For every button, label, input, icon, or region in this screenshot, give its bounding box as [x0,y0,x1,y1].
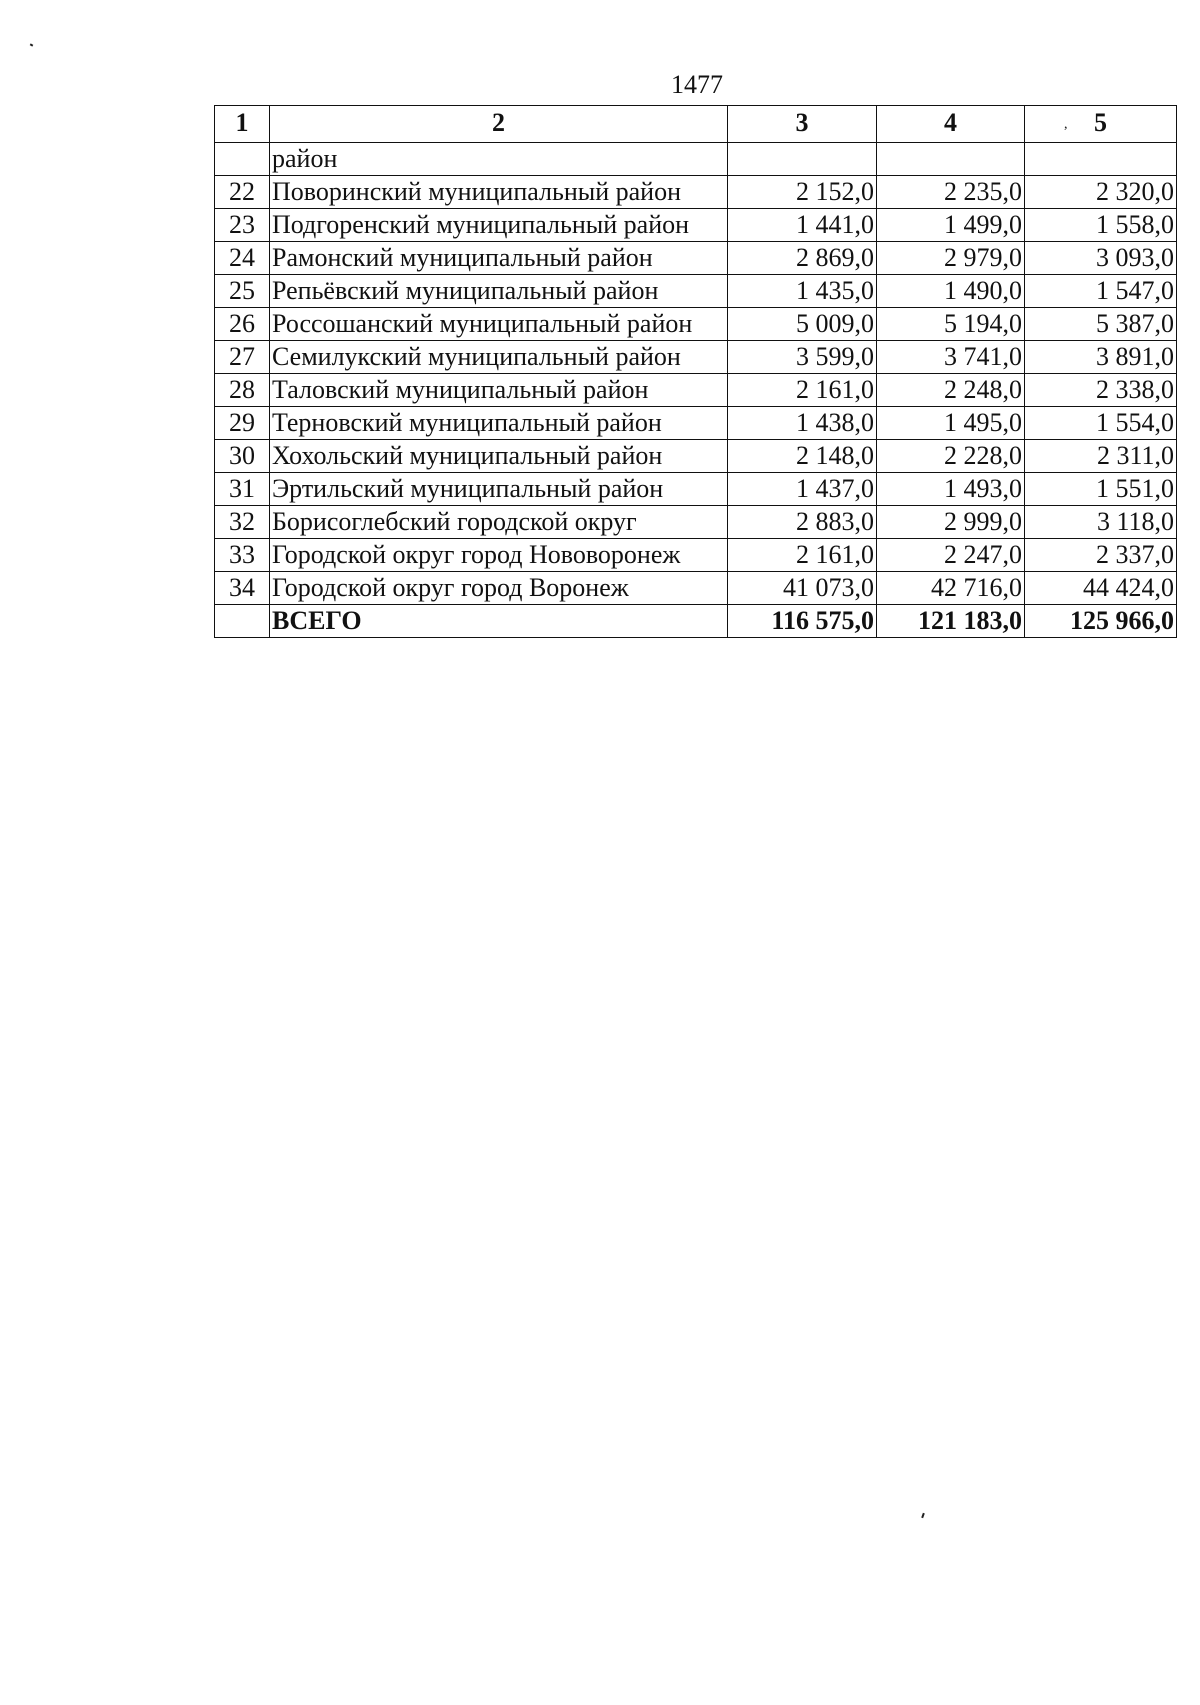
row-name: Терновский муниципальный район [270,407,728,440]
row-col-4: 1 493,0 [877,473,1025,506]
row-index: 28 [215,374,270,407]
row-index: 30 [215,440,270,473]
row-index: 23 [215,209,270,242]
row-col-3 [728,143,877,176]
table-row [215,506,1177,539]
row-col-4: 2 247,0 [877,539,1025,572]
table-row [215,473,1177,506]
header-col-2: 2 [270,106,728,143]
row-col-4: 2 999,0 [877,506,1025,539]
row-col-5: 1 547,0 [1025,275,1177,308]
row-col-3: 2 161,0 [728,539,877,572]
row-name: район [270,143,728,176]
row-col-4: 2 979,0 [877,242,1025,275]
row-col-5 [1025,143,1177,176]
header-col-3: 3 [728,106,877,143]
row-col-4: 5 194,0 [877,308,1025,341]
row-name: Борисоглебский городской округ [270,506,728,539]
row-col-3: 1 437,0 [728,473,877,506]
row-col-3: 2 161,0 [728,374,877,407]
row-name: Россошанский муниципальный район [270,308,728,341]
total-col-4: 121 183,0 [877,605,1025,638]
row-name: Городской округ город Нововоронеж [270,539,728,572]
row-name: Поворинский муниципальный район [270,176,728,209]
table-row [215,341,1177,374]
header-col-5-label: 5 [1094,108,1107,137]
budget-table [214,105,1177,638]
row-col-4: 1 499,0 [877,209,1025,242]
row-col-4: 42 716,0 [877,572,1025,605]
row-col-3: 3 599,0 [728,341,877,374]
row-col-4: 2 235,0 [877,176,1025,209]
table-body [215,143,1177,638]
row-col-3: 1 435,0 [728,275,877,308]
row-col-4: 2 248,0 [877,374,1025,407]
table-row [215,407,1177,440]
table-row [215,275,1177,308]
row-col-5: 2 311,0 [1025,440,1177,473]
scan-speck [30,43,34,46]
row-col-4: 2 228,0 [877,440,1025,473]
table-row [215,143,1177,176]
row-index: 33 [215,539,270,572]
table-row [215,440,1177,473]
row-index: 32 [215,506,270,539]
row-index: 26 [215,308,270,341]
table-row [215,308,1177,341]
row-name: Городской округ город Воронеж [270,572,728,605]
row-col-5: 1 558,0 [1025,209,1177,242]
table-row [215,209,1177,242]
row-col-5: 2 320,0 [1025,176,1177,209]
row-col-4: 1 495,0 [877,407,1025,440]
header-col-1: 1 [215,106,270,143]
table-row [215,374,1177,407]
row-name: Рамонский муниципальный район [270,242,728,275]
row-name: Хохольский муниципальный район [270,440,728,473]
row-name: Подгоренский муниципальный район [270,209,728,242]
page-number: 1477 [671,70,723,99]
row-col-3: 2 869,0 [728,242,877,275]
total-row [215,605,1177,638]
row-col-5: 2 337,0 [1025,539,1177,572]
row-index: 27 [215,341,270,374]
table-row [215,242,1177,275]
row-col-5: 3 118,0 [1025,506,1177,539]
row-col-5: 5 387,0 [1025,308,1177,341]
row-index: 34 [215,572,270,605]
row-index: 29 [215,407,270,440]
table-row [215,176,1177,209]
row-index: 22 [215,176,270,209]
row-col-3: 1 438,0 [728,407,877,440]
row-index: 25 [215,275,270,308]
row-col-5: 2 338,0 [1025,374,1177,407]
row-col-3: 1 441,0 [728,209,877,242]
total-label: ВСЕГО [270,605,728,638]
row-col-5: 3 093,0 [1025,242,1177,275]
row-col-5: 1 551,0 [1025,473,1177,506]
row-index: 31 [215,473,270,506]
total-col-5: 125 966,0 [1025,605,1177,638]
row-col-3: 5 009,0 [728,308,877,341]
row-col-4: 1 490,0 [877,275,1025,308]
stray-mark: , [1064,117,1068,133]
row-col-4 [877,143,1025,176]
row-col-5: 1 554,0 [1025,407,1177,440]
row-name: Эртильский муниципальный район [270,473,728,506]
row-col-4: 3 741,0 [877,341,1025,374]
row-col-5: 3 891,0 [1025,341,1177,374]
table-row [215,539,1177,572]
row-col-3: 2 152,0 [728,176,877,209]
row-col-3: 41 073,0 [728,572,877,605]
header-col-4: 4 [877,106,1025,143]
header-col-5 [1025,106,1177,143]
table-header-row [215,106,1177,143]
total-col-3: 116 575,0 [728,605,877,638]
scan-speck [921,1513,925,1518]
row-index [215,143,270,176]
row-name: Таловский муниципальный район [270,374,728,407]
row-col-3: 2 883,0 [728,506,877,539]
row-index: 24 [215,242,270,275]
row-col-5: 44 424,0 [1025,572,1177,605]
row-name: Семилукский муниципальный район [270,341,728,374]
total-index [215,605,270,638]
row-col-3: 2 148,0 [728,440,877,473]
table-row [215,572,1177,605]
row-name: Репьёвский муниципальный район [270,275,728,308]
